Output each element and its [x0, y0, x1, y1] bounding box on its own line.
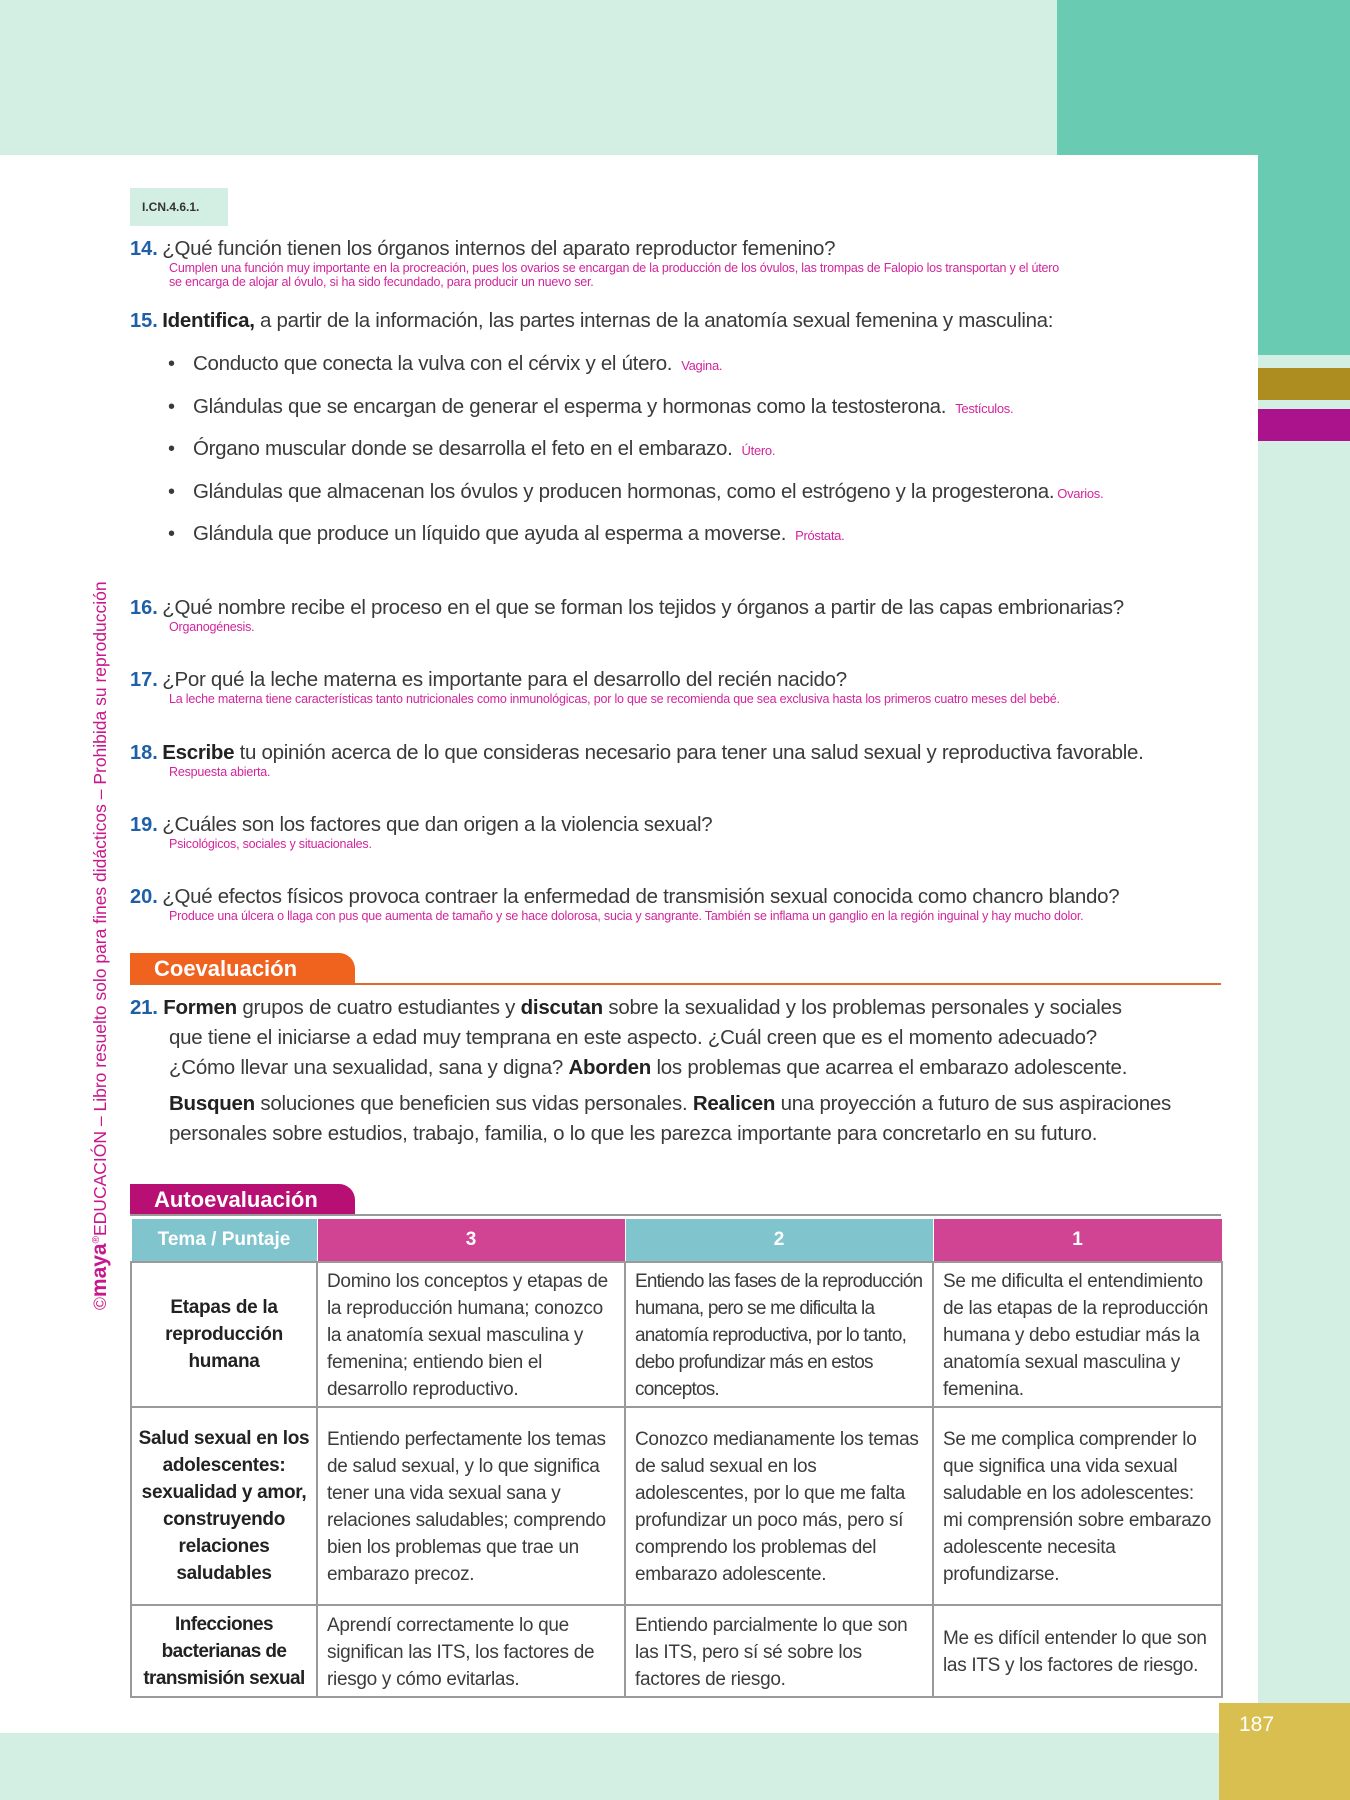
question-text: grupos de cuatro estudiantes y [236, 996, 521, 1019]
bullet-icon: • [168, 523, 175, 545]
coevaluacion-heading: Coevaluación [130, 953, 355, 983]
bullet-icon: • [168, 438, 175, 460]
item-answer: Vagina. [681, 358, 723, 373]
answer-line: Cumplen una función muy importante en la procreación, pues los ovarios se encargan de la producción de los óvulos, las trompas de Falopio los transportan y el útero [169, 261, 1059, 275]
table-cell: Entiendo perfectamente los temas de salud sexual, y lo que significa tener una vida sexual sana y relaciones saludables; comprendo bien los problemas que trae un embarazo precoz. [317, 1407, 625, 1605]
table-cell: Aprendí correctamente lo que significan las ITS, los factores de riesgo y cómo evitarlas. [317, 1605, 625, 1697]
bullet-icon: • [168, 353, 175, 375]
question-number: 14. [130, 238, 158, 260]
item-answer: Próstata. [795, 528, 845, 543]
decorative-gold-stripe [1258, 368, 1350, 400]
table-cell: Me es difícil entender lo que son las ITS y los factores de riesgo. [933, 1605, 1222, 1697]
answer-text: La leche materna tiene características tanto nutricionales como inmunológicas, por lo que se recomienda que sea exclusiva hasta los primeros cuatro meses del bebé. [169, 692, 1060, 706]
item-text: Glándulas que almacenan los óvulos y producen hormonas, como el estrógeno y la progesterona. [193, 479, 1055, 503]
page-number-box [1219, 1703, 1350, 1800]
question-19 [130, 813, 1225, 851]
item-answer: Testículos. [955, 400, 1014, 416]
item-text: Glándulas que se encargan de generar el esperma y hormonas como la testosterona. [193, 394, 947, 418]
question-number: 21. [130, 996, 158, 1019]
bullet-icon: • [168, 480, 175, 503]
table-header-row [131, 1219, 1222, 1263]
question-text: personales sobre estudios, trabajo, familia, o lo que les parezca importante para concretarlo en su futuro. [169, 1122, 1098, 1145]
question-verb: Busquen [169, 1092, 255, 1115]
row-topic: Etapas de la reproducción humana [131, 1262, 317, 1407]
decorative-magenta-stripe [1258, 409, 1350, 441]
question-verb: Aborden [568, 1056, 652, 1079]
answer-text: Organogénesis. [169, 620, 255, 634]
table-row [131, 1262, 1222, 1407]
row-topic: Salud sexual en los adolescentes: sexualidad y amor, construyendo relaciones saludables [131, 1407, 317, 1605]
question-17 [130, 668, 1225, 706]
question-text: ¿Cómo llevar una sexualidad, sana y digna? [169, 1056, 569, 1079]
identification-list [168, 352, 1228, 565]
list-item [168, 522, 1228, 565]
answer-text: Respuesta abierta. [169, 765, 271, 779]
question-text: que tiene el iniciarse a edad muy temprana en este aspecto. ¿Cuál creen que es el momento adecuado? [169, 1026, 1097, 1049]
list-item [168, 352, 1228, 395]
question-number: 18. [130, 742, 158, 764]
item-answer: Útero. [741, 443, 776, 458]
question-number: 17. [130, 669, 158, 691]
list-item [168, 395, 1228, 438]
table-cell: Entiendo las fases de la reproducción humana, pero se me dificulta la anatomía reproductiva, por lo tanto, debo profundizar más en estos conceptos. [625, 1262, 933, 1407]
answer-text: Produce una úlcera o llaga con pus que aumenta de tamaño y se hace dolorosa, sucia y sangrante. También se inflama un ganglio en la región inguinal y hay mucho dolor. [169, 909, 1084, 923]
header-cell-topic: Tema / Puntaje [131, 1219, 317, 1263]
row-topic: Infecciones bacterianas de transmisión sexual [131, 1605, 317, 1697]
question-18 [130, 741, 1225, 779]
question-text: los problemas que acarrea el embarazo adolescente. [651, 1056, 1128, 1079]
answer-text [169, 261, 1225, 289]
table-cell: Se me dificulta el entendimiento de las etapas de la reproducción humana y debo estudiar más la anatomía sexual masculina y femenina. [933, 1262, 1222, 1407]
question-text: a partir de la información, las partes internas de la anatomía sexual femenina y masculina: [254, 309, 1054, 332]
brand-logo: maya [88, 1243, 111, 1298]
answer-line: se encarga de alojar al óvulo, si ha sido fecundado, para producir un nuevo ser. [169, 275, 594, 289]
list-item [168, 437, 1228, 480]
question-text: sobre la sexualidad y los problemas personales y sociales [602, 996, 1122, 1019]
table-cell: Entiendo parcialmente lo que son las ITS, pero sí sé sobre los factores de riesgo. [625, 1605, 933, 1697]
question-16 [130, 596, 1225, 634]
side-text-rest: EDUCACIÓN – Libro resuelto solo para fines didácticos – Prohibida su reproducción [90, 581, 110, 1236]
question-number: 20. [130, 886, 158, 908]
item-answer: Ovarios. [1057, 485, 1104, 501]
question-text: una proyección a futuro de sus aspiraciones [775, 1092, 1171, 1115]
autoevaluacion-table [130, 1218, 1223, 1698]
copyright-symbol: © [90, 1297, 110, 1310]
coevaluacion-divider [130, 983, 1221, 985]
side-copyright-text [88, 581, 112, 1310]
question-number: 16. [130, 597, 158, 619]
question-verb: Escribe [162, 741, 235, 764]
table-cell: Domino los conceptos y etapas de la reproducción humana; conozco la anatomía sexual masculina y femenina; entiendo bien el desarrollo reproductivo. [317, 1262, 625, 1407]
bullet-icon: • [168, 395, 175, 418]
header-cell-score-1: 1 [933, 1219, 1222, 1263]
question-15 [130, 309, 1225, 333]
answer-text: Psicológicos, sociales y situacionales. [169, 837, 372, 851]
autoevaluacion-divider [130, 1214, 1221, 1216]
question-text: ¿Qué función tienen los órganos internos del aparato reproductor femenino? [162, 237, 836, 260]
question-14 [130, 237, 1225, 289]
question-20 [130, 885, 1225, 923]
question-text: ¿Qué nombre recibe el proceso en el que se forman los tejidos y órganos a partir de las capas embrionarias? [162, 596, 1124, 619]
question-text: ¿Qué efectos físicos provoca contraer la enfermedad de transmisión sexual conocida como chancro blando? [162, 885, 1120, 908]
question-text: tu opinión acerca de lo que consideras necesario para tener una salud sexual y reproductiva favorable. [234, 741, 1144, 764]
item-text: Glándula que produce un líquido que ayuda al esperma a moverse. [193, 522, 787, 545]
item-text: Órgano muscular donde se desarrolla el feto en el embarazo. [193, 437, 733, 460]
indicator-code-badge: I.CN.4.6.1. [130, 188, 228, 226]
question-text: soluciones que beneficien sus vidas personales. [254, 1092, 693, 1115]
question-number: 19. [130, 814, 158, 836]
question-verb: Identifica, [162, 309, 255, 332]
header-cell-score-3: 3 [317, 1219, 625, 1263]
table-row [131, 1605, 1222, 1697]
page-number: 187 [1239, 1713, 1275, 1736]
question-number: 15. [130, 310, 158, 332]
list-item [168, 480, 1228, 523]
item-text: Conducto que conecta la vulva con el cérvix y el útero. [193, 352, 673, 375]
table-row [131, 1407, 1222, 1605]
registered-mark: ® [91, 1236, 103, 1244]
table-cell: Conozco medianamente los temas de salud sexual en los adolescentes, por lo que me falta profundizar un poco más, pero sí comprendo los problemas del embarazo adolescente. [625, 1407, 933, 1605]
question-verb: discutan [520, 996, 603, 1019]
table-cell: Se me complica comprender lo que significa una vida sexual saludable en los adolescentes: mi comprensión sobre embarazo adolescente necesita profundizarse. [933, 1407, 1222, 1605]
header-cell-score-2: 2 [625, 1219, 933, 1263]
question-text: ¿Por qué la leche materna es importante para el desarrollo del recién nacido? [162, 668, 847, 691]
question-verb: Realicen [692, 1092, 776, 1115]
autoevaluacion-heading: Autoevaluación [130, 1184, 355, 1214]
question-text: ¿Cuáles son los factores que dan origen a la violencia sexual? [162, 813, 713, 836]
question-21 [130, 993, 1225, 1149]
question-verb: Formen [163, 996, 237, 1019]
